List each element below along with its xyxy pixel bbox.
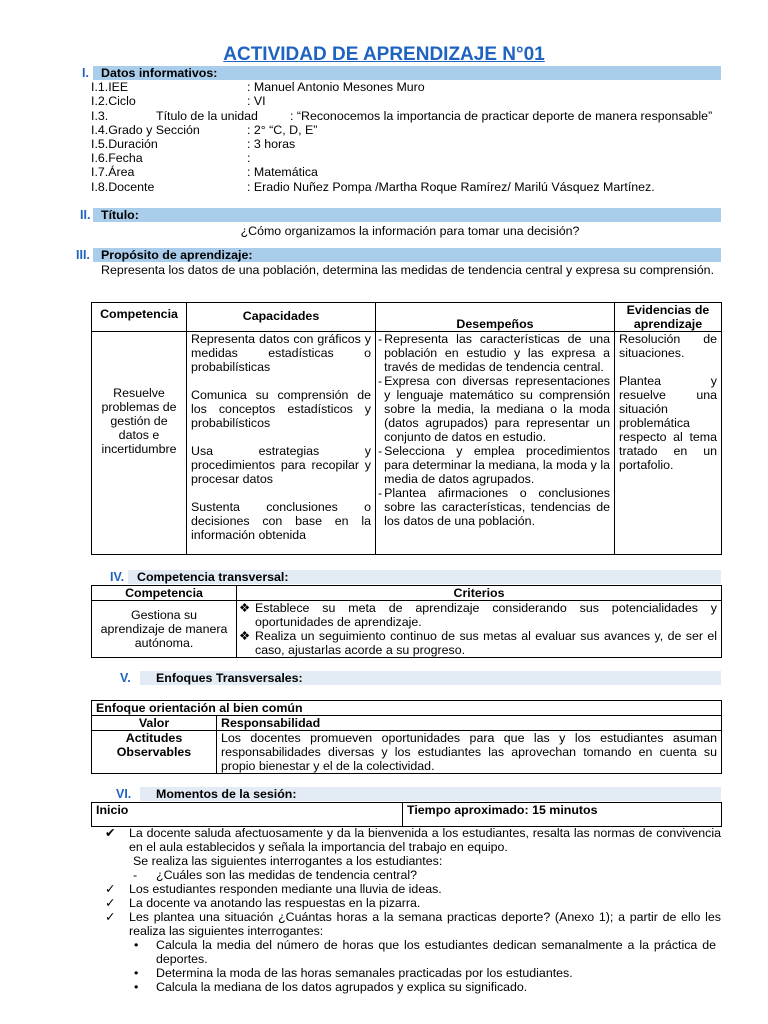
section-number: II. [80, 208, 91, 222]
capacidad-item: Usa estrategias y procedimientos para recopilar y procesar datos [191, 444, 371, 486]
actitudes-text: Los docentes promueven oportunidades para que las y los estudiantes asuman responsabilidades diversas y los estudiantes las aprovechan tomando en cuenta su propio bienestar y el de la colectividad. [217, 731, 722, 774]
section-title: Propósito de aprendizaje: [101, 248, 253, 262]
check-icon: ✓ [105, 896, 116, 910]
col-competencia: Competencia [92, 586, 237, 601]
question-item: Calcula la media del número de horas que los estudiantes dedican semanalmente a la práctica de deportes. [156, 938, 716, 966]
dash-bullet: - [378, 444, 383, 458]
session-step: La docente saluda afectuosamente y da la bienvenida a los estudiantes, resalta las normas de convivencia en el aula establecidos y señala la importancia del trabajo en equipo. [129, 826, 721, 854]
section-title: Título: [101, 208, 139, 222]
section-number: IV. [110, 570, 125, 584]
col-criterios: Criterios [237, 586, 722, 601]
transversal-table [91, 585, 722, 658]
valor-label: Valor [92, 716, 217, 731]
competencia-cell: Gestiona su aprendizaje de manera autónoma. [92, 601, 237, 658]
inicio-label: Inicio [92, 803, 403, 827]
session-step: Les plantea una situación ¿Cuántas horas a la semana practicas deporte? (Anexo 1); a partir de ello les realiza las siguientes interrogantes: [129, 910, 721, 938]
info-value: : “Reconocemos la importancia de practicar deporte de manera responsable” [290, 109, 713, 123]
desempeno-item: - Expresa con diversas representaciones y lenguaje matemático su comprensión sobre la media, la mediana o la moda (datos agrupados) para representar un conjunto de datos en estudio. [378, 374, 610, 444]
info-value: : 2° “C, D, E” [247, 123, 318, 137]
purpose-text: Representa los datos de una población, determina las medidas de tendencia central y expresa su comprensión. [101, 263, 715, 277]
criterio-item: ❖ Establece su meta de aprendizaje considerando sus potencialidades y oportunidades de aprendizaje. [239, 601, 717, 629]
desempeno-item: - Plantea afirmaciones o conclusiones sobre las características, tendencias de los datos de una población. [378, 486, 610, 528]
section-bar [93, 208, 721, 222]
momentos-table [91, 802, 722, 827]
capacidades-cell [187, 332, 376, 555]
col-capacidades: Capacidades [187, 303, 376, 332]
desempenos-cell [376, 332, 615, 555]
section-title: Enfoques Transversales: [156, 671, 303, 685]
desempeno-item: - Representa las características de una población en estudio y las expresa a través de medidas de tendencia central. [378, 332, 610, 374]
info-label: I.7.Área [91, 165, 135, 179]
col-evidencias: Evidencias de aprendizaje [615, 303, 722, 332]
criterios-cell [237, 601, 722, 658]
competencia-cell: Resuelve problemas de gestión de datos e incertidumbre [92, 332, 187, 555]
session-step: Los estudiantes responden mediante una lluvia de ideas. [129, 882, 442, 896]
enfoques-table [91, 700, 722, 774]
info-label: I.5.Duración [91, 137, 158, 151]
col-desempenos: Desempeños [376, 303, 615, 332]
dash-bullet: - [133, 868, 138, 882]
section-number: III. [76, 248, 90, 262]
info-label: I.1.IEE [91, 80, 129, 94]
diamond-bullet-icon: ❖ [239, 601, 251, 615]
session-step: Se realiza las siguientes interrogantes a los estudiantes: [133, 854, 443, 868]
info-value: : Eradio Nuñez Pompa /Martha Roque Ramírez/ Marilú Vásquez Martínez. [247, 180, 655, 194]
check-icon: ✔ [105, 826, 116, 840]
dash-bullet: - [378, 486, 383, 500]
evidencias-cell [615, 332, 722, 555]
session-question: ¿Cómo organizamos la información para tomar una decisión? [240, 224, 580, 238]
bullet-icon: • [134, 938, 139, 952]
dash-bullet: - [378, 374, 383, 388]
info-value: : Matemática [247, 165, 318, 179]
section-number: VI. [116, 787, 132, 801]
criterio-item: ❖ Realiza un seguimiento continuo de sus metas al evaluar sus avances y, de ser el caso, ajustarlas acorde a su progreso. [239, 629, 717, 657]
info-label: I.3. [91, 109, 109, 123]
info-label: I.8.Docente [91, 180, 155, 194]
diamond-bullet-icon: ❖ [239, 629, 251, 643]
check-icon: ✓ [105, 882, 116, 896]
info-label: Título de la unidad [156, 109, 258, 123]
info-label: I.2.Ciclo [91, 94, 136, 108]
info-value: : [247, 151, 251, 165]
evidencia-item: Plantea y resuelve una situación problemática respecto al tema tratado en un portafolio. [619, 374, 717, 472]
dash-bullet: - [378, 332, 383, 346]
check-icon: ✓ [105, 910, 116, 924]
info-value: : 3 horas [247, 137, 296, 151]
capacidad-item: Comunica su comprensión de los conceptos estadísticos y probabilísticos [191, 388, 371, 430]
capacidad-item: Sustenta conclusiones o decisiones con base en la información obtenida [191, 500, 371, 542]
desempeno-item: - Selecciona y emplea procedimientos para determinar la mediana, la moda y la media de datos agrupados. [378, 444, 610, 486]
page-title: ACTIVIDAD DE APRENDIZAJE N°01 [223, 44, 545, 65]
question-item: Calcula la mediana de los datos agrupados y explica su significado. [156, 980, 528, 994]
enfoque-title: Enfoque orientación al bien común [92, 701, 722, 716]
info-value: : VI [247, 94, 266, 108]
bullet-icon: • [134, 966, 139, 980]
info-label: I.6.Fecha [91, 151, 143, 165]
session-step: La docente va anotando las respuestas en la pizarra. [129, 896, 421, 910]
actitudes-label: Actitudes Observables [92, 731, 217, 774]
info-value: : Manuel Antonio Mesones Muro [247, 80, 425, 94]
valor-value: Responsabilidad [217, 716, 722, 731]
section-title: Momentos de la sesión: [156, 787, 297, 801]
section-number: V. [120, 671, 131, 685]
purpose-table [91, 302, 722, 555]
evidencia-item: Resolución de situaciones. [619, 332, 717, 360]
section-title: Datos informativos: [101, 66, 218, 80]
section-number: I. [82, 66, 89, 80]
question-item: Determina la moda de las horas semanales practicadas por los estudiantes. [156, 966, 573, 980]
col-competencia: Competencia [92, 303, 187, 332]
section-title: Competencia transversal: [137, 570, 289, 584]
bullet-icon: • [134, 980, 139, 994]
capacidad-item: Representa datos con gráficos y medidas estadísticas o probabilísticas [191, 332, 371, 374]
info-label: I.4.Grado y Sección [91, 123, 200, 137]
tiempo-label: Tiempo aproximado: 15 minutos [403, 803, 722, 827]
session-question: ¿Cuáles son las medidas de tendencia central? [156, 868, 418, 882]
